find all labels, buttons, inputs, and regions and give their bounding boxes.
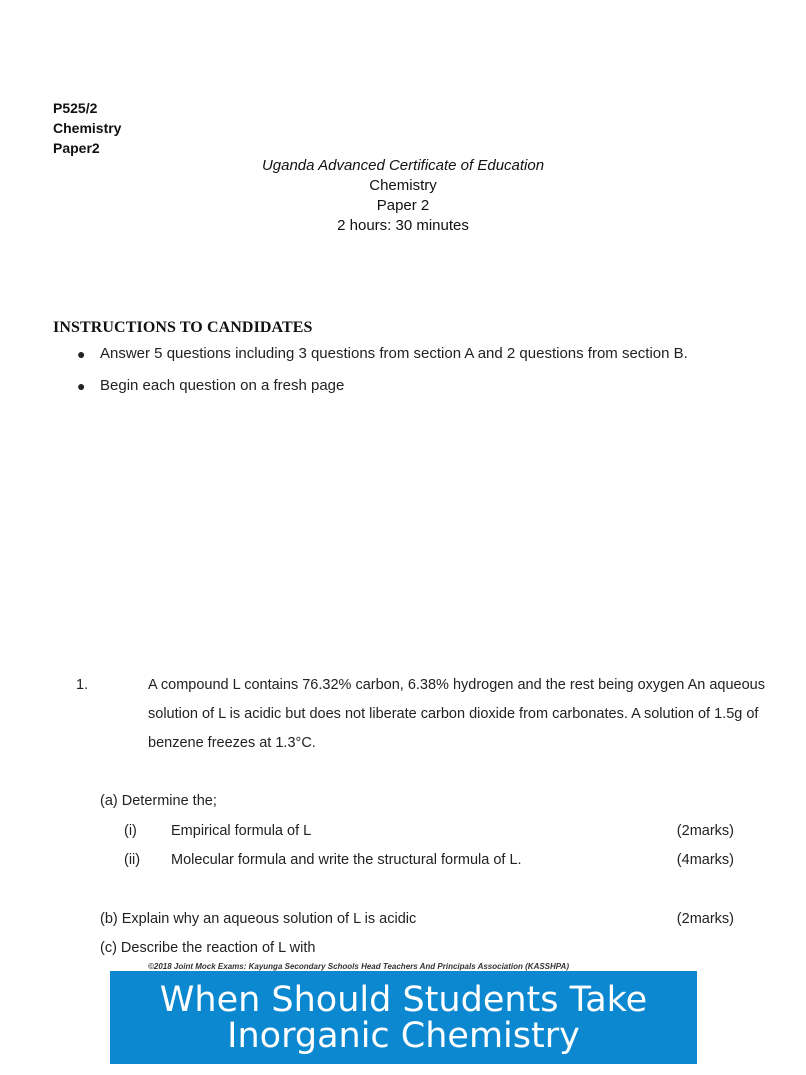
part-a-ii [124, 849, 734, 871]
title-block [0, 156, 806, 236]
banner-line-1: When Should Students Take [159, 979, 648, 1020]
question-number: 1. [76, 677, 89, 693]
paper-code: P525/2 [53, 100, 98, 116]
part-c: (c) Describe the reaction of L with [100, 940, 316, 956]
bullet-icon: ● [77, 378, 86, 394]
instructions-list [77, 338, 717, 402]
bullet-icon: ● [77, 346, 86, 362]
marks-label: (2marks) [676, 911, 734, 927]
paper-subject: Chemistry [53, 120, 122, 136]
marks-label: (2marks) [676, 823, 734, 839]
title-paper: Paper 2 [376, 197, 430, 214]
instruction-text: Answer 5 questions including 3 questions from section A and 2 questions from section B. [100, 345, 688, 362]
title-banner [110, 971, 697, 1064]
paper-number: Paper2 [53, 140, 100, 156]
instruction-text: Begin each question on a fresh page [100, 377, 345, 394]
instruction-item [77, 338, 717, 370]
part-a-i [124, 820, 734, 842]
paper-code-block [53, 98, 121, 158]
part-a-heading: (a) Determine the; [100, 793, 217, 809]
instructions-heading: INSTRUCTIONS TO CANDIDATES [53, 319, 313, 336]
instruction-item [77, 370, 717, 402]
question-text: A compound L contains 76.32% carbon, 6.38% hydrogen and the rest being oxygen An aqueous solution of L is acidic but does not liberate carbon dioxide from carbonates. A solution of 1.5g of benzene freezes at 1.3°C. [148, 677, 765, 751]
title-duration: 2 hours: 30 minutes [337, 217, 469, 234]
title-subject: Chemistry [369, 177, 437, 194]
part-text: (b) Explain why an aqueous solution of L is acidic [100, 911, 417, 927]
banner-line-2: Inorganic Chemistry [227, 1015, 580, 1056]
exam-title: Uganda Advanced Certificate of Education [261, 157, 545, 174]
part-label: (i) [124, 823, 137, 839]
marks-label: (4marks) [676, 852, 734, 868]
part-text: Empirical formula of L [171, 823, 312, 839]
footer-copyright: ©2018 Joint Mock Exams: Kayunga Secondary Schools Head Teachers And Principals Association (KASSHPA) [148, 962, 569, 971]
question-1 [76, 671, 766, 758]
part-text: Molecular formula and write the structural formula of L. [171, 852, 522, 868]
part-label: (ii) [124, 852, 141, 868]
part-b [100, 908, 734, 930]
